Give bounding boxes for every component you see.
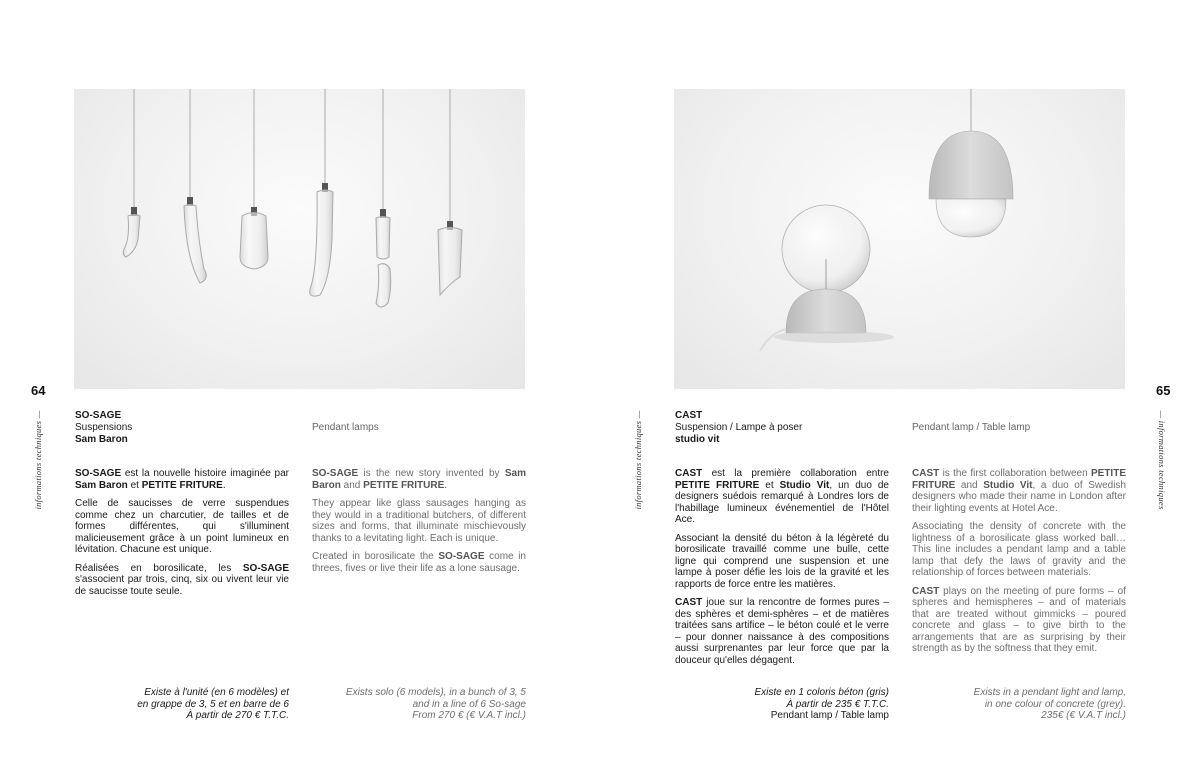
designer-name: studio vit [675, 434, 720, 445]
so-sage-header [75, 410, 132, 446]
so-sage-photo [74, 89, 525, 389]
cast-illustration [674, 89, 1125, 389]
cast-text-fr [675, 468, 889, 673]
paragraph: Associating the density of concrete with the lightness of a borosilicate glass worked ball… This line includes a pendant lamp and a table lamp that defy the laws of gravity and the relationship of forces between materials. [912, 521, 1126, 578]
cast-availability-en: Exists in a pendant light and lamp, in one colour of concrete (grey). 235€ (€ V.A.T incl.) [973, 687, 1126, 721]
paragraph: SO-SAGE is the new story invented by Sam Baron and PETITE FRITURE. [312, 468, 526, 491]
product-type: Suspensions [75, 422, 133, 433]
paragraph: CAST is the first collaboration between PETITE FRITURE and Studio Vit, a duo of Swedish designers who made their name in London after their lighting events at Hotel Ace. [912, 468, 1126, 514]
paragraph: Created in borosilicate the SO-SAGE come in threes, fives or live their life as a lone sausage. [312, 551, 526, 574]
so-sage-availability-en: Exists solo (6 models), in a bunch of 3, 5 and in a line of 6 So-sage From 270 € (€ V.A.T incl.) [345, 687, 526, 721]
paragraph: SO-SAGE est la nouvelle histoire imaginée par Sam Baron et PETITE FRITURE. [75, 468, 289, 491]
paragraph: Celle de saucisses de verre suspendues comme chez un charcutier, de tailles et de formes différentes, qui s'illuminent malicieusement grâce à un point lumineux en lévitation. Chacune est unique. [75, 498, 289, 555]
so-sage-availability-fr: Existe à l'unité (en 6 modèles) et en grappe de 3, 5 et en barre de 6 À partir de 270 € T.T.C. [137, 687, 289, 721]
cast-availability-fr: Existe en 1 coloris béton (gris) À partir de 235 € T.T.C. Pendant lamp / Table lamp [754, 687, 889, 721]
paragraph: CAST plays on the meeting of pure forms – of spheres and hemispheres – and of materials that are treated without gimmicks – poured concrete and glass – to give birth to the arrangements that are as surprising by their strength as by the softness that they emit. [912, 585, 1126, 654]
paragraph: CAST joue sur la rencontre de formes pures – des sphères et demi-sphères – et de matières traitées sans artifice – le béton coulé et le verre – pour donner naissance à des compositions aussi surprenantes par leur force que par la douceur qu'elles dégagent. [675, 597, 889, 666]
so-sage-type-en: Pendant lamps [312, 422, 379, 433]
so-sage-text-en [312, 468, 526, 581]
so-sage-illustration [74, 89, 525, 389]
page-number-right: 65 [1156, 383, 1171, 398]
designer-name: Sam Baron [75, 434, 128, 445]
paragraph: Associant la densité du béton à la légèreté du borosilicate travaillé comme une bulle, cette ligne qui comprend une suspension et une lampe à poser défie les lois de la gravité et les rapports de force entre les matières. [675, 532, 889, 590]
side-label-right: — informations techniques [1157, 410, 1167, 510]
product-name: CAST [675, 410, 703, 421]
so-sage-text-fr [75, 468, 289, 604]
paragraph: They appear like glass sausages hanging as they would in a traditional butchers, of different sizes and forms, that illuminate mischievously thanks to a levitating light. Each is unique. [312, 498, 526, 544]
paragraph: CAST est la première collaboration entre PETITE FRITURE et Studio Vit, un duo de designers suédois remarqué à Londres lors de l'habillage lumineux événementiel de l'Hôtel Ace. [675, 468, 889, 525]
product-name: SO-SAGE [75, 410, 122, 421]
cast-type-en: Pendant lamp / Table lamp [912, 422, 1031, 433]
side-label-center: informations techniques — [633, 410, 643, 510]
side-label-left: informations techniques — [33, 410, 43, 510]
cast-photo [674, 89, 1125, 389]
paragraph: Réalisées en borosilicate, les SO-SAGE s'associent par trois, cinq, six ou vivent leur vie de saucisse toute seule. [75, 562, 289, 597]
cast-text-en [912, 468, 1126, 662]
cast-header [675, 410, 802, 446]
page-number-left: 64 [31, 383, 46, 398]
product-type: Suspension / Lampe à poser [675, 422, 803, 433]
